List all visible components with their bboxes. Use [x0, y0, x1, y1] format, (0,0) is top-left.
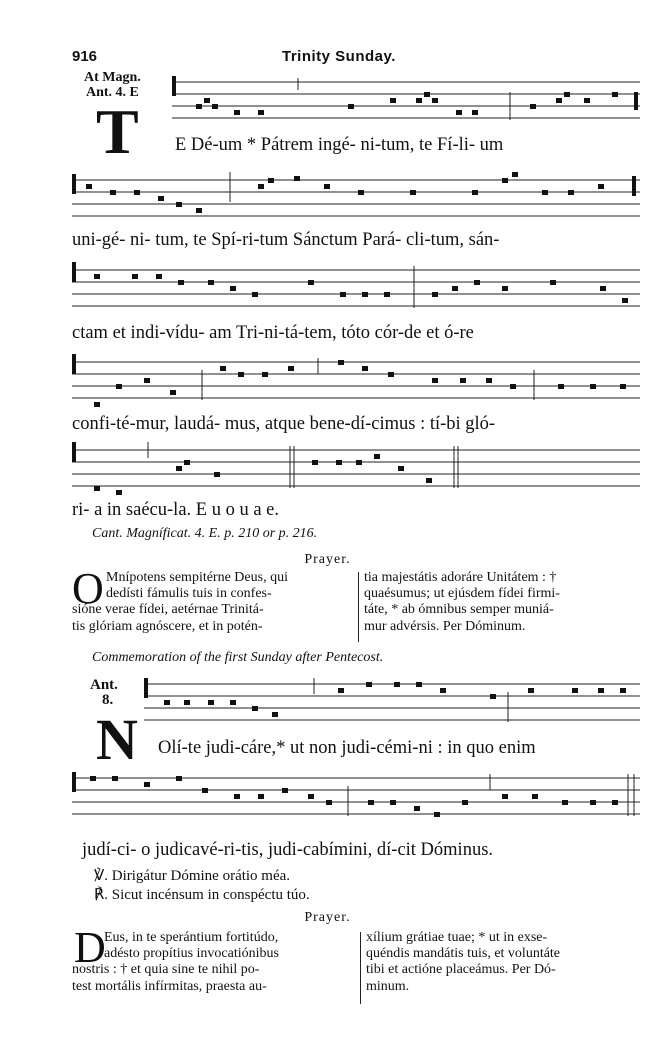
prayer1-left-line3: sióne verae fídei, aetérnae Trinitá- — [72, 602, 264, 618]
prayer2-left-column — [72, 930, 354, 995]
chant1-lyric-line5: ri- a in saécu-la. E u o u a e. — [72, 500, 280, 520]
prayer1-initial: O — [72, 564, 104, 613]
chant2-label-line1: Ant. — [90, 677, 118, 693]
prayer1-left-line1: Mnípotens sempitérne Deus, qui — [106, 570, 288, 585]
staff-7 — [72, 770, 640, 832]
versicle-text: Dirigátur Dómine orátio méa. — [111, 868, 291, 884]
staff-1 — [172, 76, 640, 120]
chant1-lyric-line3: ctam et indi-vídu- am Tri-ni-tá-tem, tóto cór-de et ó-re — [72, 323, 474, 343]
prayer1-left-line2: dedísti fámulis tuis in confes- — [106, 586, 272, 602]
prayer2-left-line3: nostris : † et quia sine te nihil po- — [72, 962, 260, 978]
prayer2-right-column — [366, 930, 642, 995]
cant-reference: Cant. Magníficat. 4. E. p. 210 or p. 216. — [92, 526, 318, 541]
chant2-mode-label — [90, 678, 118, 708]
prayer1-heading: Prayer. — [304, 552, 351, 567]
chant1-lyric-line2: uni-gé- ni- tum, te Spí-ri-tum Sánctum Pará- cli-tum, sán- — [72, 230, 500, 250]
staff-2 — [72, 172, 640, 220]
prayer2-right-line2: quéndis mandátis tuis, et voluntáte — [366, 946, 561, 962]
staff-lines — [144, 676, 640, 732]
staff-lines — [72, 172, 640, 220]
staff-6 — [144, 676, 640, 732]
chant2-lyric-line2: judí-ci- o judicavé-ri-tis, judi-cabímini, dí-cit Dóminus. — [82, 840, 494, 860]
response-text: Sicut incénsum in conspéctu túo. — [111, 887, 310, 903]
versicle — [94, 866, 290, 885]
commemoration-heading: Commemoration of the first Sunday after Pentecost. — [92, 650, 384, 665]
chant2-label-line2: 8. — [102, 692, 114, 708]
staff-lines — [72, 770, 640, 832]
chant1-label-line1: At Magn. — [84, 70, 141, 85]
prayer2-left-line4: test mortális infírmitas, praesta au- — [72, 978, 267, 994]
chant2-lyric-line1: Olí-te judi-cáre,* ut non judi-cémi-ni : in quo enim — [158, 738, 536, 758]
versicle-symbol: ℣. — [94, 868, 109, 884]
prayer1-right-line3: táte, * ab ómnibus semper muniá- — [364, 602, 554, 618]
prayer2-heading: Prayer. — [304, 910, 351, 925]
chant1-label-line2: Ant. 4. E — [86, 85, 139, 100]
chant2-initial: N — [96, 707, 138, 772]
prayer1-right-line1: tia majestátis adoráre Unitátem : † — [364, 570, 557, 585]
staff-lines — [72, 354, 640, 410]
staff-5 — [72, 442, 640, 504]
column-divider — [360, 932, 361, 1004]
prayer1-left-line4: tis glóriam agnóscere, et in potén- — [72, 618, 263, 634]
page-title: Trinity Sunday. — [282, 48, 396, 65]
prayer1-right-line4: mur advérsis. Per Dóminum. — [364, 618, 526, 634]
prayer2-right-line1: xílium grátiae tuae; * ut in exse- — [366, 930, 548, 945]
staff-lines — [172, 76, 640, 120]
chant1-lyric-line1: E Dé-um * Pátrem ingé- ni-tum, te Fí-li- um — [175, 135, 504, 155]
staff-lines — [72, 442, 640, 504]
prayer1-right-line2: quaésumus; ut ejúsdem fídei firmi- — [364, 586, 560, 602]
page-number: 916 — [72, 48, 98, 65]
prayer2-left-line1: Eus, in te sperántium fortitúdo, — [104, 930, 279, 945]
column-divider — [358, 572, 359, 642]
prayer1-right-column — [364, 570, 642, 635]
prayer2-right-line4: minum. — [366, 978, 410, 994]
prayer2-left-line2: adésto propítius invocatiónibus — [104, 946, 279, 962]
chant1-initial: T — [96, 96, 139, 167]
prayer2-initial: D — [74, 923, 106, 972]
staff-lines — [72, 262, 640, 314]
chant1-lyric-line4: confi-té-mur, laudá- mus, atque bene-dí-cimus : tí-bi gló- — [72, 414, 496, 434]
prayer2-right-line3: tibi et actióne placeámus. Per Dó- — [366, 962, 556, 978]
staff-4 — [72, 354, 640, 410]
staff-3 — [72, 262, 640, 314]
response-symbol: ℟. — [94, 887, 109, 903]
prayer1-left-column — [72, 570, 352, 635]
response — [94, 885, 310, 904]
